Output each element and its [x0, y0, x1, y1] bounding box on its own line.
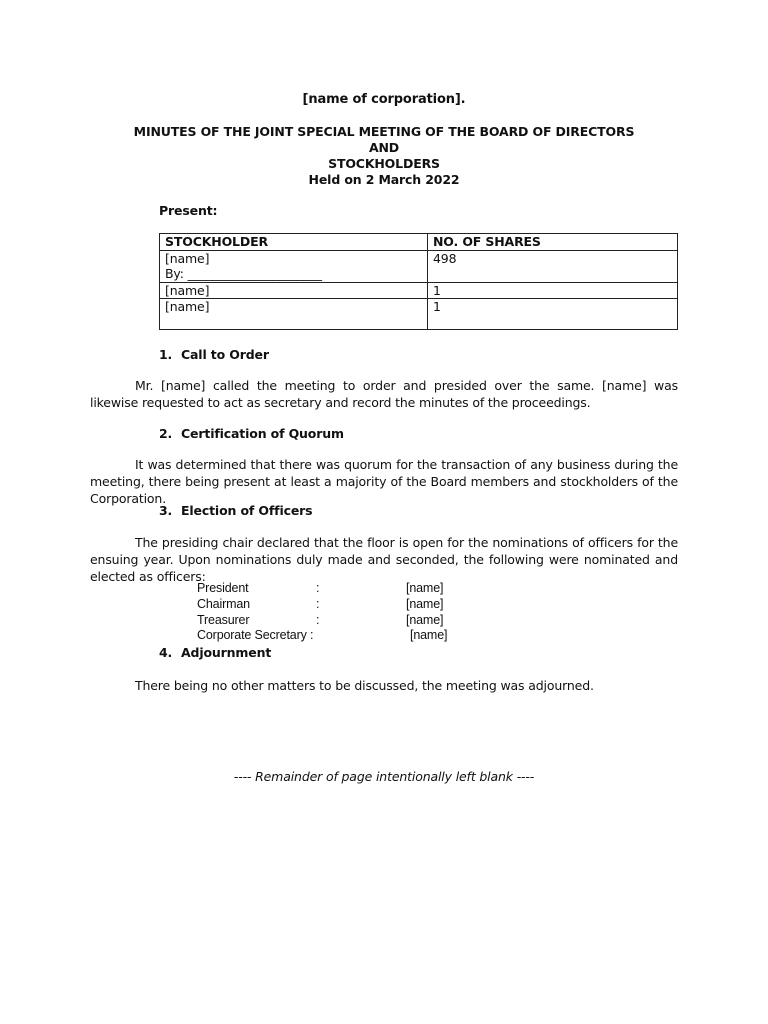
shares-cell: 1	[428, 282, 678, 299]
held-on-date: Held on 2 March 2022	[308, 172, 460, 187]
officer-row	[197, 628, 497, 644]
section-text: The presiding chair declared that the floor is open for the nominations of officers for the ensuing year. Upon nominations duly made and seconded, the following were nominated and elected as officers:	[90, 535, 678, 584]
officer-row	[197, 581, 497, 597]
table-header-row	[160, 234, 678, 251]
corporation-name: [name of corporation].	[302, 92, 466, 107]
section-text: Mr. [name] called the meeting to order and presided over the same. [name] was likewise requested to act as secretary and record the minutes of the proceedings.	[90, 378, 678, 410]
section-body-election	[90, 534, 678, 585]
section-number: 3.	[159, 503, 173, 518]
officers-list	[197, 581, 497, 644]
stockholders-table	[159, 233, 678, 330]
officer-name: [name]	[406, 596, 444, 611]
document-title	[120, 124, 648, 188]
stockholder-column-header: STOCKHOLDER	[160, 234, 428, 251]
officer-colon: :	[316, 596, 320, 611]
shares-cell: 498	[428, 250, 678, 282]
section-body-call-to-order	[90, 377, 678, 411]
stockholder-cell	[160, 250, 428, 282]
section-title: Call to Order	[181, 347, 269, 362]
section-body-adjournment	[90, 677, 678, 694]
table-row	[160, 250, 678, 282]
officer-name: [name]	[406, 581, 444, 595]
stockholder-cell: [name]	[160, 282, 428, 299]
officer-colon: :	[316, 581, 320, 595]
officer-name: [name]	[410, 628, 448, 643]
present-label: Present:	[159, 203, 218, 218]
title-line-1: MINUTES OF THE JOINT SPECIAL MEETING OF THE BOARD OF DIRECTORS AND	[133, 124, 635, 155]
section-number: 2.	[159, 426, 173, 441]
table-row	[160, 299, 678, 330]
section-heading-adjournment	[159, 645, 271, 660]
section-heading-election	[159, 503, 312, 518]
shares-cell: 1	[428, 299, 678, 330]
section-text: There being no other matters to be discussed, the meeting was adjourned.	[135, 678, 594, 693]
remainder-blank-note: ---- Remainder of page intentionally left blank ----	[233, 769, 535, 784]
section-heading-call-to-order	[159, 347, 269, 362]
stockholder-cell: [name]	[160, 299, 428, 330]
shares-column-header: NO. OF SHARES	[428, 234, 678, 251]
officer-position: Chairman	[197, 596, 250, 611]
stockholder-by-line: By: ______________________	[165, 266, 322, 281]
officer-position: Treasurer	[197, 612, 250, 627]
title-line-2: STOCKHOLDERS	[328, 156, 440, 171]
section-title: Certification of Quorum	[181, 426, 344, 441]
officer-name: [name]	[406, 612, 444, 627]
section-number: 1.	[159, 347, 173, 362]
section-heading-quorum	[159, 426, 344, 441]
officer-position: President	[197, 581, 249, 595]
section-text: It was determined that there was quorum for the transaction of any business during the meeting, there being present at least a majority of the Board members and stockholders of the Corporation.	[90, 457, 678, 506]
table-row	[160, 282, 678, 299]
officer-position: Corporate Secretary :	[197, 628, 314, 643]
officer-row	[197, 597, 497, 613]
officer-colon: :	[316, 612, 320, 627]
section-body-quorum	[90, 456, 678, 507]
section-number: 4.	[159, 645, 173, 660]
section-title: Adjournment	[181, 645, 272, 660]
officer-row	[197, 613, 497, 629]
section-title: Election of Officers	[181, 503, 313, 518]
stockholder-name: [name]	[165, 250, 210, 266]
